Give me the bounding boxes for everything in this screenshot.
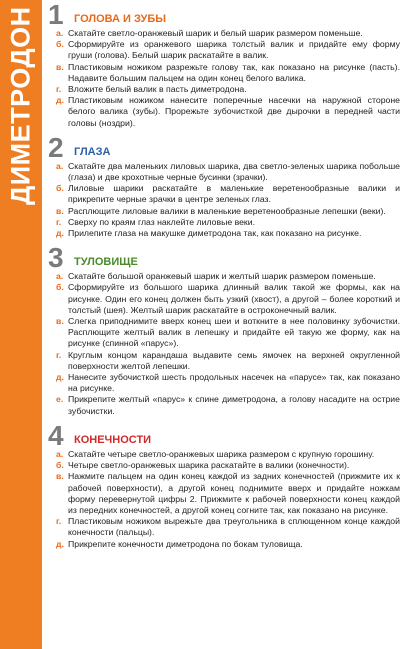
step-text: Пластиковым ножиком вырежьте два треугольника в сплющенном конце каждой конечности (пальцы). <box>68 516 400 538</box>
step-marker: д. <box>56 95 64 106</box>
step-item <box>56 95 400 129</box>
section-header <box>48 131 400 163</box>
step-marker: б. <box>56 183 64 194</box>
step-item <box>56 460 400 471</box>
step-text: Сверху по краям глаз наклейте лиловые веки. <box>68 216 255 227</box>
step-text: Четыре светло-оранжевых шарика раскатайте в валики (конечности). <box>68 460 350 471</box>
step-text: Пластиковым ножиком разрежьте голову так, как показано на рисунке (пасть). Надавите большим пальцем на один конец белого валика. <box>68 61 400 83</box>
step-item <box>56 206 400 217</box>
step-marker: в. <box>56 205 64 216</box>
step-text: Сформируйте из оранжевого шарика толстый валик и придайте ему форму груши (голова). Белый шарик раскатайте в валик. <box>68 39 400 61</box>
step-marker: г. <box>56 516 62 527</box>
instructions <box>48 2 400 556</box>
step-text: Прикрепите желтый «парус» к спине диметродона, а голову насадите на острие зубочистки. <box>68 394 400 416</box>
step-item <box>56 316 400 350</box>
step-item <box>56 516 400 538</box>
step-item <box>56 350 400 372</box>
step-marker: д. <box>56 372 64 383</box>
step-text: Вложите белый валик в пасть диметродона. <box>68 84 247 95</box>
section-header <box>48 419 400 451</box>
section-limbs <box>48 419 400 550</box>
step-text: Сформируйте из большого шарика длинный валик такой же формы, как на рисунке. Один его конец должен быть узкий (хвост), а другой – более короткий и толстый (шея). Желтый шарик раскатайте в остроконечный валик. <box>68 282 400 315</box>
step-marker: г. <box>56 84 62 95</box>
section-header <box>48 242 400 274</box>
step-item <box>56 39 400 61</box>
step-text: Скатайте два маленьких лиловых шарика, два светло-зеленых шарика побольше (глаза) и две крохотные черные бусинки (зрачки). <box>68 160 400 183</box>
step-marker: а. <box>56 448 64 459</box>
step-marker: а. <box>56 28 64 38</box>
section-number: 1 <box>48 0 64 30</box>
step-text: Пластиковым ножиком нанесите поперечные насечки на наружной стороне белого валика (зубы). Прорежьте зубочисткой две дырочки в передней части головы (ноздри). <box>68 95 400 128</box>
step-item <box>56 471 400 516</box>
section-number: 4 <box>48 419 64 451</box>
step-text: Скатайте четыре светло-оранжевых шарика размером с крупную горошину. <box>68 448 375 459</box>
step-marker: а. <box>56 271 64 282</box>
step-marker: г. <box>56 349 62 360</box>
step-marker: б. <box>56 39 64 50</box>
step-item <box>56 449 400 460</box>
step-item <box>56 183 400 205</box>
step-item <box>56 271 400 282</box>
step-item <box>56 394 400 416</box>
section-head-and-teeth <box>48 2 400 129</box>
section-title: ГОЛОВА И ЗУБЫ <box>74 13 166 25</box>
step-list <box>48 161 400 239</box>
step-text: Прилепите глаза на макушке диметродона так, как показано на рисунке. <box>68 228 362 239</box>
step-marker: в. <box>56 471 64 482</box>
step-marker: б. <box>56 282 64 293</box>
section-header <box>48 2 400 28</box>
step-marker: д. <box>56 228 64 239</box>
step-item <box>56 372 400 394</box>
section-title: ТУЛОВИЩЕ <box>74 256 138 269</box>
section-number: 2 <box>48 131 64 163</box>
page-title: ДИМЕТРОДОН <box>5 6 36 205</box>
step-list <box>48 449 400 550</box>
step-item <box>56 228 400 239</box>
section-title: ГЛАЗА <box>74 145 111 158</box>
step-item <box>56 217 400 228</box>
step-text: Прикрепите конечности диметродона по бокам туловища. <box>68 538 303 549</box>
step-list <box>48 28 400 129</box>
step-marker: а. <box>56 160 64 171</box>
step-marker: в. <box>56 61 64 72</box>
step-text: Круглым концом карандаша выдавите семь ямочек на верхней округленной поверхности желтой лепешки. <box>68 349 400 371</box>
step-text: Скатайте большой оранжевый шарик и желтый шарик размером поменьше. <box>68 271 376 282</box>
step-text: Расплющите лиловые валики в маленькие веретенообразные лепешки (веки). <box>68 205 386 216</box>
step-marker: е. <box>56 394 64 405</box>
step-list <box>48 271 400 417</box>
step-item <box>56 539 400 550</box>
step-text: Лиловые шарики раскатайте в маленькие веретенообразные валики и прикрепите черные зрачки в центре зеленых глаз. <box>68 183 400 205</box>
step-item <box>56 161 400 183</box>
step-item <box>56 84 400 95</box>
step-text: Нажмите пальцем на один конец каждой из задних конечностей (прижмите их к рабочей поверхности), а другой конец поднимите вверх и придайте ножкам форму перевернутой цифры 2. Прижмите к рабочей поверхности конец каждой из передних конечностей, а другой конец согните так, как показано на рисунке. <box>68 471 400 515</box>
step-item <box>56 28 400 39</box>
section-eyes <box>48 131 400 239</box>
step-item <box>56 62 400 84</box>
step-marker: б. <box>56 460 64 471</box>
section-number: 3 <box>48 242 64 274</box>
section-body <box>48 242 400 417</box>
step-text: Скатайте светло-оранжевый шарик и белый шарик размером поменьше. <box>68 28 363 38</box>
step-marker: г. <box>56 216 62 227</box>
step-item <box>56 282 400 316</box>
section-title: КОНЕЧНОСТИ <box>74 433 152 446</box>
step-text: Нанесите зубочисткой шесть продольных насечек на «парусе» так, как показано на рисунке. <box>68 372 400 394</box>
step-marker: д. <box>56 538 64 549</box>
step-text: Слегка приподнимите вверх конец шеи и воткните в нее половинку зубочистки. Расплющите желтый валик в лепешку и придайте ей такую же форму, как на рисунке (спинной «парус»). <box>68 316 400 349</box>
step-marker: в. <box>56 316 64 327</box>
